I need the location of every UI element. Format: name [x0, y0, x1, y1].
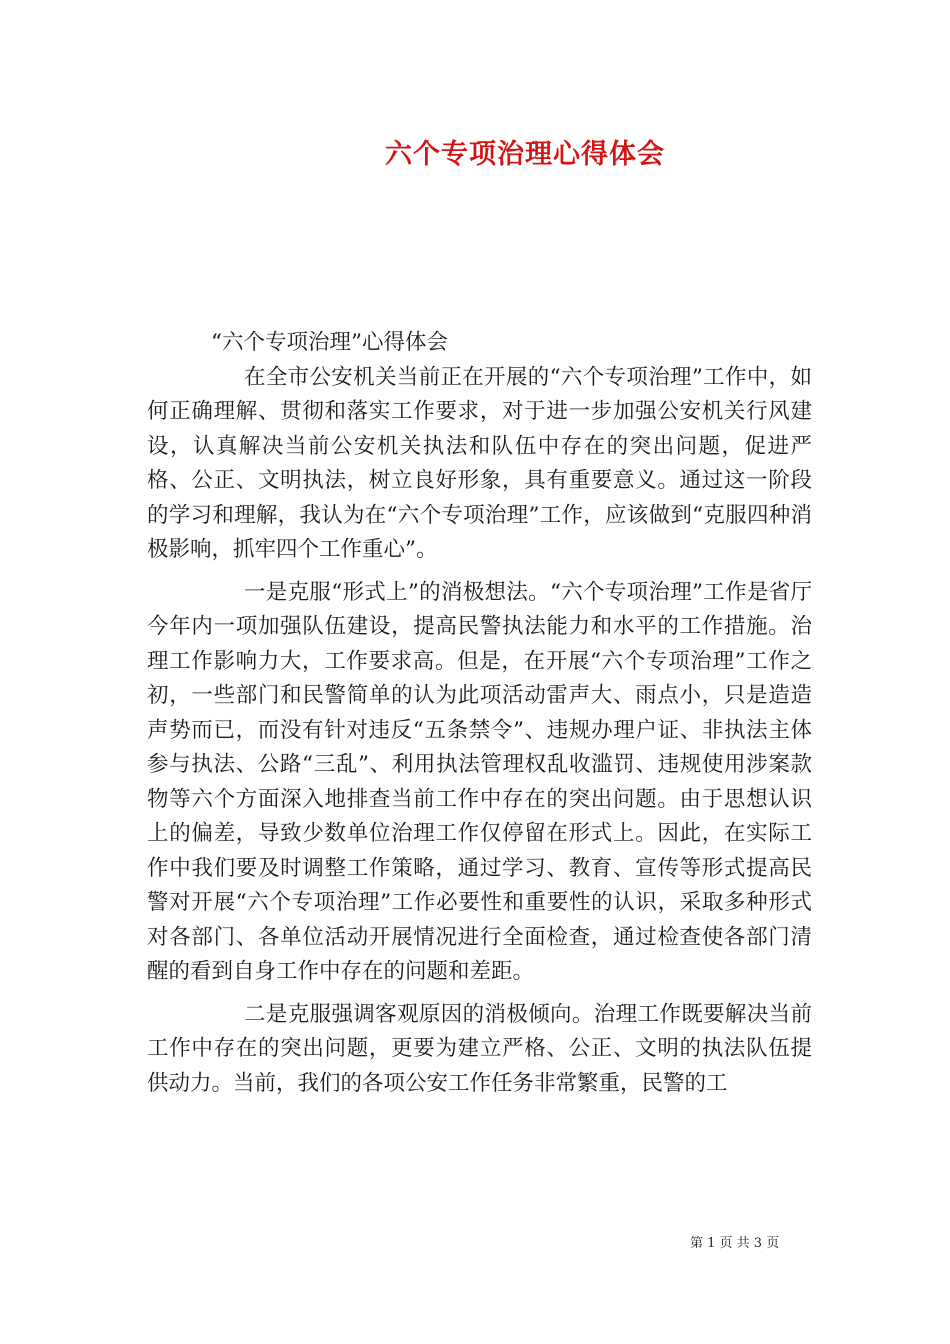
- page-number-footer: 第 1 页 共 3 页: [690, 1236, 780, 1251]
- page-title: 六个专项治理心得体会: [385, 139, 665, 170]
- paragraph-intro: 在全市公安机关当前正在开展的“六个专项治理”工作中，如何正确理解、贯彻和落实工作要求，对于进一步加强公安机关行风建设，认真解决当前公安机关执法和队伍中存在的突出问题，促进严格、公正、文明执法，树立良好形象，具有重要意义。通过这一阶段的学习和理解，我认为在“六个专项治理”工作，应该做到“克服四种消极影响，抓牢四个工作重心”。: [147, 364, 812, 562]
- document-body: [147, 326, 812, 1101]
- paragraph-second-point: 二是克服强调客观原因的消极倾向。治理工作既要解决当前工作中存在的突出问题，更要为建立严格、公正、文明的执法队伍提供动力。当前，我们的各项公安工作任务非常繁重，民警的工: [147, 1001, 812, 1096]
- paragraph-first-point: 一是克服“形式上”的消极想法。“六个专项治理”工作是省厅今年内一项加强队伍建设，提高民警执法能力和水平的工作措施。治理工作影响力大，工作要求高。但是，在开展“六个专项治理”工作之初，一些部门和民警简单的认为此项活动雷声大、雨点小，只是造造声势而已，而没有针对违反“五条禁令”、违规办理户证、非执法主体参与执法、公路“三乱”、利用执法管理权乱收滥罚、违规使用涉案款物等六个方面深入地排查当前工作中存在的突出问题。由于思想认识上的偏差，导致少数单位治理工作仅停留在形式上。因此，在实际工作中我们要及时调整工作策略，通过学习、教育、宣传等形式提高民警对开展“六个专项治理”工作必要性和重要性的认识，采取多种形式对各部门、各单位活动开展情况进行全面检查，通过检查使各部门清醒的看到自身工作中存在的问题和差距。: [147, 579, 812, 984]
- document-subtitle: “六个专项治理”心得体会: [211, 330, 448, 355]
